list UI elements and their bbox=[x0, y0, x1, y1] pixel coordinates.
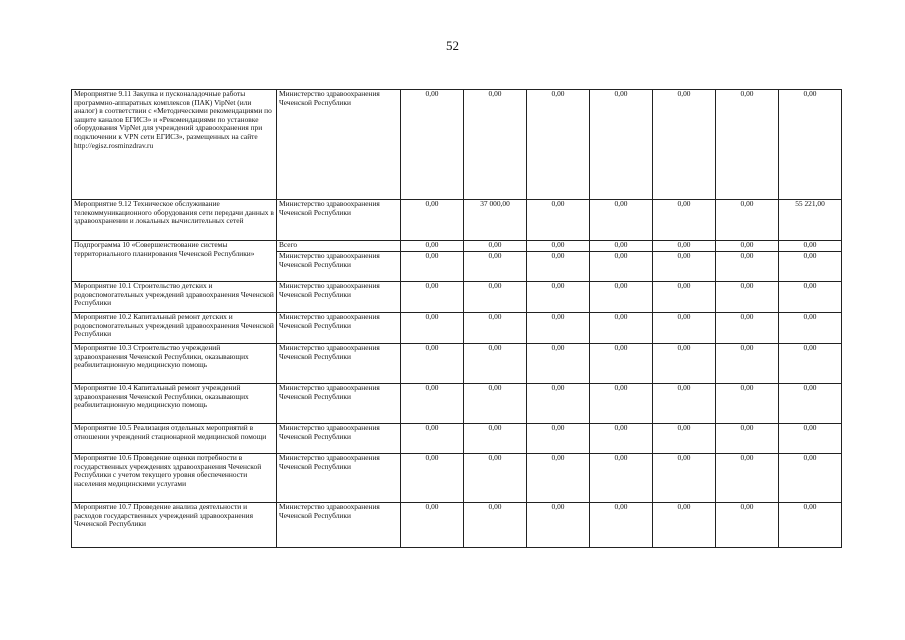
value-cell: 37 000,00 bbox=[464, 200, 527, 241]
responsible-cell: Министерство здравоохранения Чеченской Республики bbox=[277, 384, 401, 424]
value-cell: 0,00 bbox=[590, 200, 653, 241]
value-cell: 0,00 bbox=[590, 454, 653, 503]
value-cell: 0,00 bbox=[716, 503, 779, 548]
table-row bbox=[72, 241, 842, 252]
table-row bbox=[72, 200, 842, 241]
value-cell: 0,00 bbox=[716, 252, 779, 282]
value-cell: 0,00 bbox=[527, 313, 590, 344]
responsible-cell: Министерство здравоохранения Чеченской Республики bbox=[277, 282, 401, 313]
table-row bbox=[72, 503, 842, 548]
value-cell: 0,00 bbox=[590, 313, 653, 344]
value-cell: 0,00 bbox=[590, 252, 653, 282]
value-cell: 0,00 bbox=[590, 344, 653, 384]
value-cell: 0,00 bbox=[779, 241, 842, 252]
page-number: 52 bbox=[446, 38, 459, 53]
value-cell: 0,00 bbox=[401, 384, 464, 424]
value-cell: 0,00 bbox=[779, 282, 842, 313]
event-name-cell: Мероприятие 10.6 Проведение оценки потребности в государственных учреждениях здравоохранения Чеченской Республики с учетом текущего уровня обеспеченности населения медицинскими услугами bbox=[72, 454, 277, 503]
value-cell: 0,00 bbox=[464, 384, 527, 424]
value-cell: 0,00 bbox=[653, 344, 716, 384]
value-cell: 0,00 bbox=[653, 241, 716, 252]
responsible-cell: Министерство здравоохранения Чеченской Республики bbox=[277, 200, 401, 241]
value-cell: 0,00 bbox=[527, 252, 590, 282]
value-cell: 0,00 bbox=[590, 241, 653, 252]
value-cell: 0,00 bbox=[653, 384, 716, 424]
value-cell: 0,00 bbox=[779, 313, 842, 344]
value-cell: 0,00 bbox=[653, 503, 716, 548]
table-row bbox=[72, 424, 842, 454]
value-cell: 0,00 bbox=[590, 424, 653, 454]
value-cell: 55 221,00 bbox=[779, 200, 842, 241]
value-cell: 0,00 bbox=[527, 90, 590, 200]
value-cell: 0,00 bbox=[653, 90, 716, 200]
value-cell: 0,00 bbox=[527, 344, 590, 384]
responsible-cell: Министерство здравоохранения Чеченской Республики bbox=[277, 313, 401, 344]
responsible-cell: Министерство здравоохранения Чеченской Республики bbox=[277, 252, 401, 282]
value-cell: 0,00 bbox=[527, 503, 590, 548]
value-cell: 0,00 bbox=[464, 90, 527, 200]
value-cell: 0,00 bbox=[716, 313, 779, 344]
value-cell: 0,00 bbox=[464, 424, 527, 454]
value-cell: 0,00 bbox=[527, 424, 590, 454]
value-cell: 0,00 bbox=[464, 503, 527, 548]
budget-table bbox=[71, 89, 842, 548]
value-cell: 0,00 bbox=[401, 241, 464, 252]
value-cell: 0,00 bbox=[779, 90, 842, 200]
value-cell: 0,00 bbox=[527, 241, 590, 252]
value-cell: 0,00 bbox=[464, 282, 527, 313]
event-name-cell: Мероприятие 10.4 Капитальный ремонт учреждений здравоохранения Чеченской Республики, оказывающих реабилитационную медицинскую помощь bbox=[72, 384, 277, 424]
value-cell: 0,00 bbox=[653, 424, 716, 454]
value-cell: 0,00 bbox=[401, 313, 464, 344]
responsible-cell: Министерство здравоохранения Чеченской Республики bbox=[277, 344, 401, 384]
value-cell: 0,00 bbox=[779, 252, 842, 282]
value-cell: 0,00 bbox=[464, 252, 527, 282]
event-name-cell: Мероприятие 10.7 Проведение анализа деятельности и расходов государственных учреждений здравоохранения Чеченской Республики bbox=[72, 503, 277, 548]
value-cell: 0,00 bbox=[716, 90, 779, 200]
event-name-cell: Мероприятие 10.5 Реализация отдельных мероприятий в отношении учреждений стационарной медицинской помощи bbox=[72, 424, 277, 454]
value-cell: 0,00 bbox=[401, 90, 464, 200]
table-row bbox=[72, 384, 842, 424]
value-cell: 0,00 bbox=[464, 313, 527, 344]
table-row bbox=[72, 90, 842, 200]
value-cell: 0,00 bbox=[716, 344, 779, 384]
responsible-cell: Министерство здравоохранения Чеченской Республики bbox=[277, 424, 401, 454]
table-row bbox=[72, 282, 842, 313]
value-cell: 0,00 bbox=[527, 454, 590, 503]
value-cell: 0,00 bbox=[401, 424, 464, 454]
value-cell: 0,00 bbox=[653, 454, 716, 503]
event-name-cell: Мероприятие 10.1 Строительство детских и родовспомогательных учреждений здравоохранения Чеченской Республики bbox=[72, 282, 277, 313]
value-cell: 0,00 bbox=[401, 252, 464, 282]
value-cell: 0,00 bbox=[401, 454, 464, 503]
table-row bbox=[72, 313, 842, 344]
value-cell: 0,00 bbox=[590, 384, 653, 424]
responsible-cell: Всего bbox=[277, 241, 401, 252]
event-name-cell: Мероприятие 10.3 Строительство учреждений здравоохранения Чеченской Республики, оказывающих реабилитационную медицинскую помощь bbox=[72, 344, 277, 384]
event-name-cell: Мероприятие 10.2 Капитальный ремонт детских и родовспомогательных учреждений здравоохранения Чеченской Республики bbox=[72, 313, 277, 344]
value-cell: 0,00 bbox=[716, 241, 779, 252]
responsible-cell: Министерство здравоохранения Чеченской Республики bbox=[277, 90, 401, 200]
value-cell: 0,00 bbox=[653, 200, 716, 241]
responsible-cell: Министерство здравоохранения Чеченской Республики bbox=[277, 454, 401, 503]
value-cell: 0,00 bbox=[779, 503, 842, 548]
value-cell: 0,00 bbox=[779, 454, 842, 503]
value-cell: 0,00 bbox=[590, 90, 653, 200]
value-cell: 0,00 bbox=[779, 344, 842, 384]
subprogram-name-cell: Подпрограмма 10 «Совершенствование системы территориального планирования Чеченской Республики» bbox=[72, 241, 277, 282]
value-cell: 0,00 bbox=[527, 384, 590, 424]
value-cell: 0,00 bbox=[716, 200, 779, 241]
responsible-cell: Министерство здравоохранения Чеченской Республики bbox=[277, 503, 401, 548]
event-name-cell: Мероприятие 9.11 Закупка и пусконаладочные работы программно-аппаратных комплексов (ПАК) VipNet (или аналог) в соответствии с «Методическими рекомендациями по защите каналов ЕГИСЗ» и «Рекомендациями по установке оборудования VipNet для учреждений здравоохранения при подключении к VPN сети ЕГИСЗ», размещенных на сайте http://egisz.rosminzdrav.ru bbox=[72, 90, 277, 200]
value-cell: 0,00 bbox=[527, 282, 590, 313]
table-row bbox=[72, 454, 842, 503]
value-cell: 0,00 bbox=[716, 454, 779, 503]
event-name-cell: Мероприятие 9.12 Техническое обслуживание телекоммуникационного оборудования сети передачи данных в здравоохранении и локальных вычислительных сетей bbox=[72, 200, 277, 241]
value-cell: 0,00 bbox=[401, 503, 464, 548]
value-cell: 0,00 bbox=[464, 344, 527, 384]
value-cell: 0,00 bbox=[653, 313, 716, 344]
value-cell: 0,00 bbox=[653, 282, 716, 313]
value-cell: 0,00 bbox=[590, 282, 653, 313]
table-row bbox=[72, 344, 842, 384]
value-cell: 0,00 bbox=[401, 344, 464, 384]
value-cell: 0,00 bbox=[653, 252, 716, 282]
value-cell: 0,00 bbox=[590, 503, 653, 548]
value-cell: 0,00 bbox=[779, 424, 842, 454]
value-cell: 0,00 bbox=[401, 200, 464, 241]
value-cell: 0,00 bbox=[716, 384, 779, 424]
value-cell: 0,00 bbox=[716, 424, 779, 454]
value-cell: 0,00 bbox=[464, 241, 527, 252]
value-cell: 0,00 bbox=[464, 454, 527, 503]
value-cell: 0,00 bbox=[401, 282, 464, 313]
value-cell: 0,00 bbox=[779, 384, 842, 424]
value-cell: 0,00 bbox=[527, 200, 590, 241]
value-cell: 0,00 bbox=[716, 282, 779, 313]
